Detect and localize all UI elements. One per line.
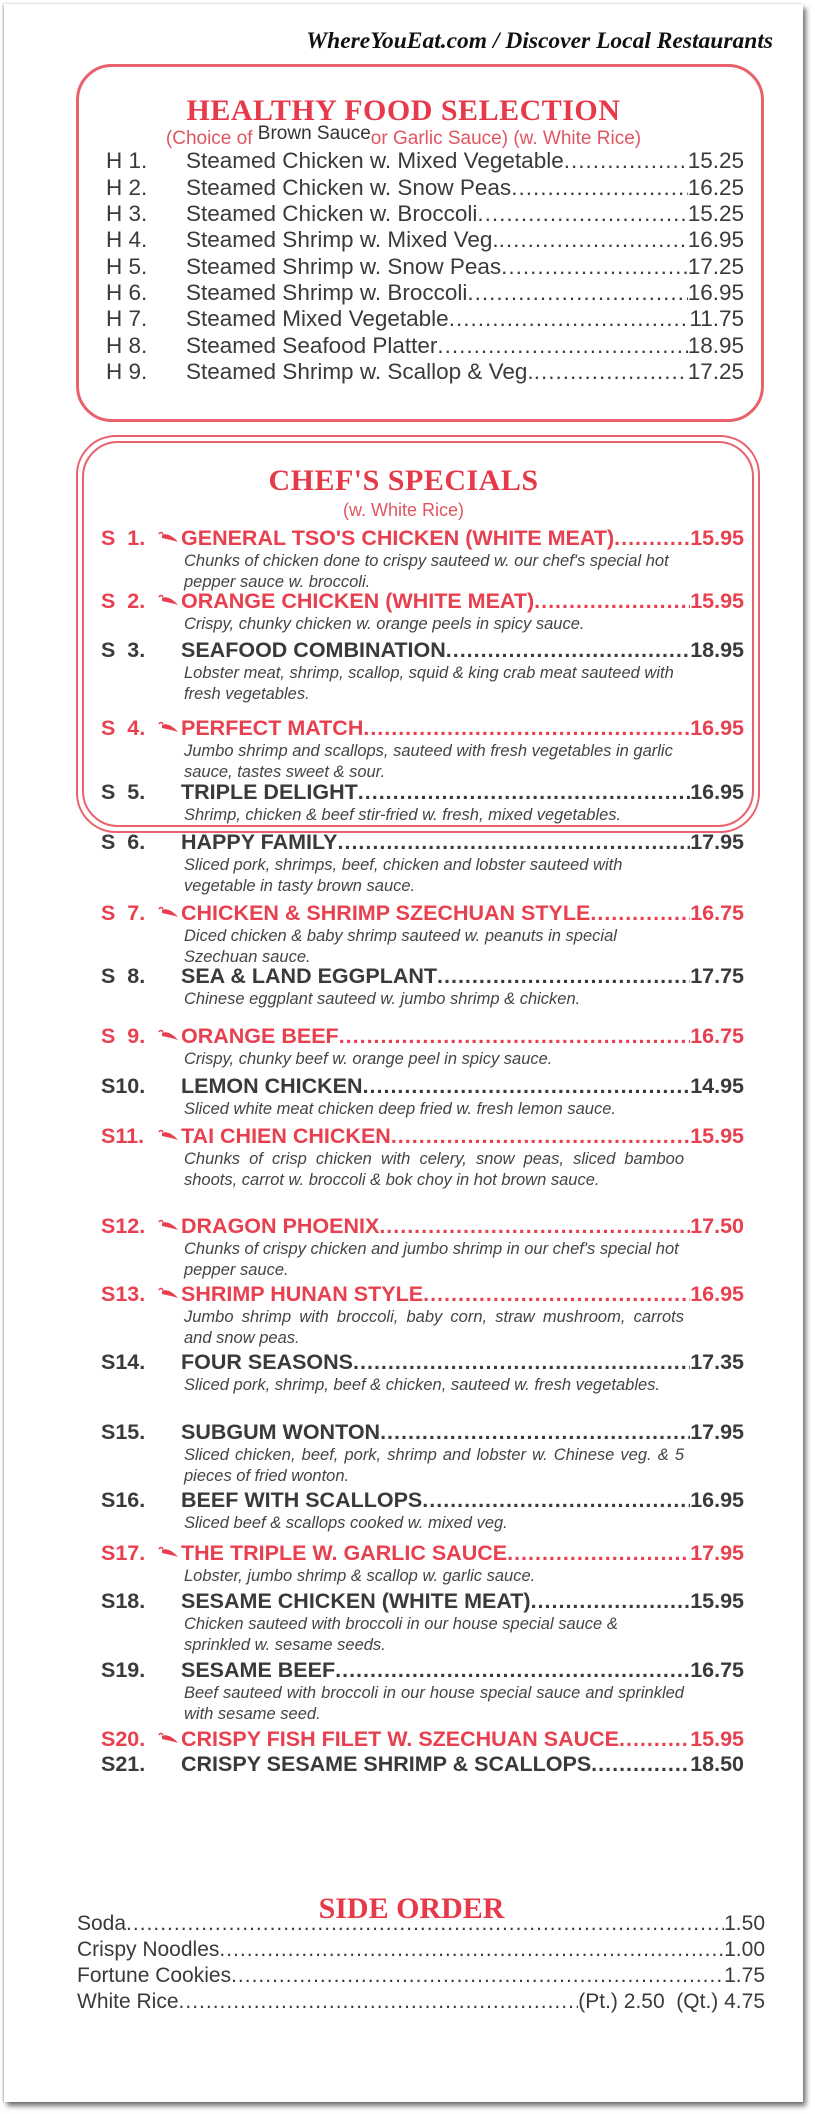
item-name: SEA & LAND EGGPLANT — [181, 964, 438, 988]
item-number: S12. — [101, 1214, 146, 1238]
item-name: DRAGON PHOENIX — [181, 1214, 380, 1238]
chefs-section-subtitle: (w. White Rice) — [342, 500, 465, 520]
item-number: S11. — [101, 1124, 145, 1148]
item-price: 18.95 — [690, 638, 744, 662]
side-item-row — [77, 1964, 765, 1990]
leader-dots — [507, 1541, 690, 1566]
item-name: ORANGE BEEF — [181, 1024, 339, 1048]
item-description: Lobster, jumbo shrimp & scallop w. garlic sauce. — [184, 1567, 536, 1585]
item-number: S 2. — [101, 589, 146, 613]
item-number: S20. — [101, 1727, 146, 1751]
leader-dots — [534, 589, 690, 614]
leader-dots — [614, 526, 690, 551]
item-name: SESAME BEEF — [181, 1658, 336, 1682]
chili-pepper-icon — [157, 1219, 179, 1231]
item-number: H 8. — [106, 333, 148, 358]
chef-item-row — [101, 1420, 744, 1446]
item-name: TAI CHIEN CHICKEN — [181, 1124, 391, 1148]
item-number: S 3. — [101, 638, 146, 662]
healthy-item-row — [106, 175, 744, 201]
item-description: Lobster meat, shrimp, scallop, squid & king crab meat sauteed with fresh vegetables. — [184, 664, 674, 703]
item-description: Chunks of crispy chicken and jumbo shrimp in our chef's special hot pepper sauce. — [184, 1240, 679, 1279]
leader-dots — [126, 1912, 724, 1936]
item-price: 15.95 — [690, 1727, 744, 1751]
side-item-row — [77, 1938, 765, 1964]
leader-dots — [353, 1350, 690, 1375]
item-name: Steamed Shrimp w. Snow Peas — [186, 254, 502, 279]
item-price: 16.95 — [687, 227, 744, 252]
item-name: Steamed Shrimp w. Mixed Veg. — [186, 227, 499, 252]
item-price: 17.35 — [690, 1350, 744, 1374]
item-name: Soda — [77, 1912, 127, 1935]
item-description: Crispy, chunky chicken w. orange peels in spicy sauce. — [184, 615, 585, 633]
item-name: Steamed Mixed Vegetable — [186, 306, 449, 331]
chili-pepper-icon — [157, 594, 179, 606]
chili-pepper-icon — [157, 721, 179, 733]
item-name: SUBGUM WONTON — [181, 1420, 381, 1444]
chef-item-row — [101, 1589, 744, 1615]
chili-pepper-icon — [157, 1287, 179, 1299]
item-price: 16.95 — [690, 1488, 744, 1512]
leader-dots — [477, 201, 687, 227]
item-number: S14. — [101, 1350, 146, 1374]
leader-dots — [391, 1124, 690, 1149]
item-description: Shrimp, chicken & beef stir-fried w. fresh, mixed vegetables. — [184, 806, 622, 824]
healthy-item-row — [106, 280, 744, 306]
item-description: Chunks of crisp chicken with celery, snow peas, sliced bamboo shoots, carrot w. broccoli & bok choy in hot brown sauce. — [184, 1150, 684, 1189]
item-name: PERFECT MATCH — [181, 716, 364, 740]
side-item-row — [77, 1990, 765, 2016]
item-name: ORANGE CHICKEN (WHITE MEAT) — [181, 589, 535, 613]
leader-dots — [335, 1658, 690, 1683]
chef-item-row — [101, 1752, 744, 1778]
item-number: S 8. — [101, 964, 146, 988]
leader-dots — [231, 1964, 724, 1988]
chef-item-row — [101, 1727, 744, 1753]
item-price: 17.75 — [690, 964, 744, 988]
item-name: TRIPLE DELIGHT — [181, 780, 358, 804]
chili-pepper-icon — [157, 906, 179, 918]
item-number: H 2. — [106, 175, 148, 200]
chef-item-row — [101, 638, 744, 664]
item-number: S 7. — [101, 901, 146, 925]
healthy-section-title: HEALTHY FOOD SELECTION — [186, 94, 621, 127]
item-price: 14.95 — [690, 1074, 744, 1098]
side-order-title: SIDE ORDER — [318, 1892, 505, 1925]
leader-dots — [591, 1752, 690, 1777]
subtitle-suffix: or Garlic Sauce) (w. White Rice) — [370, 128, 642, 149]
item-price: 11.75 — [689, 306, 744, 331]
item-name: HAPPY FAMILY — [181, 830, 338, 854]
chili-pepper-icon — [157, 1129, 179, 1141]
item-name: Steamed Chicken w. Mixed Vegetable — [186, 148, 564, 173]
item-description: Sliced beef & scallops cooked w. mixed veg. — [184, 1514, 508, 1532]
item-name: GENERAL TSO'S CHICKEN (WHITE MEAT) — [181, 526, 615, 550]
leader-dots — [379, 1214, 690, 1239]
item-description: Jumbo shrimp with broccoli, baby corn, straw mushroom, carrots and snow peas. — [184, 1308, 684, 1347]
item-name: SHRIMP HUNAN STYLE — [181, 1282, 424, 1306]
item-description: Sliced pork, shrimp, beef & chicken, sauteed w. fresh vegetables. — [184, 1376, 661, 1394]
chef-item-row — [101, 964, 744, 990]
side-item-row — [77, 1912, 765, 1938]
item-number: S 5. — [101, 780, 146, 804]
chef-item-row — [101, 1488, 744, 1514]
item-name: Steamed Seafood Platter — [186, 333, 438, 358]
leader-dots — [531, 1589, 691, 1614]
item-description: Diced chicken & baby shrimp sauteed w. peanuts in special Szechuan sauce. — [184, 927, 617, 966]
item-description: Chinese eggplant sauteed w. jumbo shrimp & chicken. — [184, 990, 581, 1008]
chef-item-row — [101, 1541, 744, 1567]
item-number: H 1. — [106, 148, 148, 173]
healthy-section-subtitle — [4, 123, 803, 150]
item-price: 1.00 — [724, 1938, 765, 1961]
item-description: Sliced white meat chicken deep fried w. fresh lemon sauce. — [184, 1100, 616, 1118]
item-description: Chicken sauteed with broccoli in our house special sauce & sprinkled w. sesame seeds. — [184, 1615, 618, 1654]
healthy-item-row — [106, 201, 744, 227]
chili-pepper-icon — [157, 531, 179, 543]
item-number: H 6. — [106, 280, 148, 305]
leader-dots — [437, 964, 690, 989]
item-price: 16.95 — [687, 280, 744, 305]
chef-item-row — [101, 716, 744, 742]
item-number: S16. — [101, 1488, 146, 1512]
leader-dots — [339, 1024, 691, 1049]
item-name: Fortune Cookies — [77, 1964, 232, 1987]
chili-pepper-icon — [157, 1732, 179, 1744]
item-price: 17.95 — [690, 830, 744, 854]
item-price: 16.75 — [690, 901, 744, 925]
item-price: 16.25 — [687, 175, 744, 200]
item-price: 16.75 — [690, 1658, 744, 1682]
leader-dots — [363, 1074, 691, 1099]
item-number: S18. — [101, 1589, 146, 1613]
item-name: CHICKEN & SHRIMP SZECHUAN STYLE — [181, 901, 591, 925]
leader-dots — [363, 716, 690, 741]
leader-dots — [619, 1727, 690, 1752]
item-description: Chunks of chicken done to crispy sauteed w. our chef's special hot pepper sauce w. broccoli. — [184, 552, 669, 591]
item-price: 16.75 — [690, 1024, 744, 1048]
leader-dots — [467, 280, 687, 306]
item-number: S21. — [101, 1752, 146, 1776]
healthy-item-row — [106, 306, 744, 332]
item-price: 17.50 — [690, 1214, 744, 1238]
healthy-item-row — [106, 359, 744, 385]
chili-pepper-icon — [157, 1546, 179, 1558]
item-name: BEEF WITH SCALLOPS — [181, 1488, 423, 1512]
item-price: 18.50 — [690, 1752, 744, 1776]
subtitle-brown-sauce: Brown Sauce — [257, 123, 371, 144]
chili-pepper-icon — [157, 1029, 179, 1041]
leader-dots — [423, 1282, 690, 1307]
leader-dots — [338, 830, 691, 855]
item-name: LEMON CHICKEN — [181, 1074, 363, 1098]
leader-dots — [437, 333, 687, 359]
item-price: 17.25 — [687, 359, 744, 384]
leader-dots — [511, 175, 688, 201]
chef-item-row — [101, 1024, 744, 1050]
item-price: 17.95 — [690, 1541, 744, 1565]
item-number: S 1. — [101, 526, 146, 550]
item-name: Steamed Shrimp w. Broccoli — [186, 280, 468, 305]
item-price: 18.95 — [687, 333, 744, 358]
item-number: S19. — [101, 1658, 146, 1682]
item-number: S10. — [101, 1074, 146, 1098]
item-description: Jumbo shrimp and scallops, sauteed with fresh vegetables in garlic sauce, tastes sweet & sour. — [184, 742, 673, 781]
leader-dots — [590, 901, 690, 926]
item-number: H 9. — [106, 359, 148, 384]
item-name: SEAFOOD COMBINATION — [181, 638, 446, 662]
item-name: Steamed Chicken w. Snow Peas — [186, 175, 512, 200]
leader-dots — [564, 148, 688, 174]
item-number: S 6. — [101, 830, 146, 854]
item-number: S13. — [101, 1282, 146, 1306]
leader-dots — [446, 638, 690, 663]
item-price: 16.95 — [690, 780, 744, 804]
healthy-item-row — [106, 148, 744, 174]
item-name: Steamed Shrimp w. Scallop & Veg. — [186, 359, 534, 384]
item-name: CRISPY FISH FILET W. SZECHUAN SAUCE — [181, 1727, 619, 1751]
item-price: 15.95 — [690, 1589, 744, 1613]
chef-item-row — [101, 526, 744, 552]
item-name: Crispy Noodles — [77, 1938, 220, 1961]
item-price: (Pt.) 2.50 (Qt.) 4.75 — [578, 1990, 765, 2013]
item-description: Sliced pork, shrimps, beef, chicken and lobster sauteed with vegetable in tasty brown sauce. — [184, 856, 623, 895]
item-name: SESAME CHICKEN (WHITE MEAT) — [181, 1589, 531, 1613]
chef-item-row — [101, 589, 744, 615]
item-number: H 4. — [106, 227, 148, 252]
leader-dots — [219, 1938, 724, 1962]
chef-item-row — [101, 1350, 744, 1376]
item-number: S 9. — [101, 1024, 146, 1048]
item-description: Beef sauteed with broccoli in our house special sauce and sprinkled with sesame seed. — [184, 1684, 684, 1723]
item-name: CRISPY SESAME SHRIMP & SCALLOPS — [181, 1752, 592, 1776]
item-price: 16.95 — [690, 1282, 744, 1306]
item-price: 15.25 — [687, 201, 744, 226]
item-price: 15.95 — [690, 526, 744, 550]
item-price: 1.50 — [724, 1912, 765, 1935]
chef-item-row — [101, 830, 744, 856]
chef-item-row — [101, 1658, 744, 1684]
item-name: Steamed Chicken w. Broccoli — [186, 201, 478, 226]
leader-dots — [422, 1488, 690, 1513]
item-price: 15.95 — [690, 1124, 744, 1148]
subtitle-prefix: (Choice of — [165, 128, 253, 149]
healthy-item-row — [106, 333, 744, 359]
item-number: S 4. — [101, 716, 146, 740]
chef-item-row — [101, 1074, 744, 1100]
item-name: THE TRIPLE W. GARLIC SAUCE — [181, 1541, 508, 1565]
leader-dots — [449, 306, 690, 332]
item-price: 15.25 — [687, 148, 744, 173]
healthy-item-row — [106, 227, 744, 253]
item-number: S15. — [101, 1420, 146, 1444]
leader-dots — [534, 359, 688, 385]
item-price: 17.95 — [690, 1420, 744, 1444]
item-number: S17. — [101, 1541, 146, 1565]
chef-item-row — [101, 1282, 744, 1308]
chefs-section-title: CHEF'S SPECIALS — [268, 464, 539, 497]
item-number: H 5. — [106, 254, 148, 279]
chef-item-row — [101, 1214, 744, 1240]
chef-item-row — [101, 901, 744, 927]
leader-dots — [179, 1990, 579, 2014]
site-header: WhereYouEat.com / Discover Local Restaurants — [306, 28, 773, 54]
item-description: Sliced chicken, beef, pork, shrimp and lobster w. Chinese veg. & 5 pieces of fried wonton. — [184, 1446, 684, 1485]
leader-dots — [499, 227, 688, 253]
chef-item-row — [101, 780, 744, 806]
leader-dots — [358, 780, 690, 805]
item-price: 17.25 — [687, 254, 744, 279]
menu-page — [4, 4, 803, 2102]
healthy-item-row — [106, 254, 744, 280]
item-name: White Rice — [77, 1990, 179, 2013]
leader-dots — [501, 254, 688, 280]
item-name: FOUR SEASONS — [181, 1350, 354, 1374]
item-price: 1.75 — [724, 1964, 765, 1987]
item-number: H 3. — [106, 201, 148, 226]
item-description: Crispy, chunky beef w. orange peel in spicy sauce. — [184, 1050, 553, 1068]
item-price: 15.95 — [690, 589, 744, 613]
item-number: H 7. — [106, 306, 148, 331]
chef-item-row — [101, 1124, 744, 1150]
item-price: 16.95 — [690, 716, 744, 740]
leader-dots — [380, 1420, 690, 1445]
